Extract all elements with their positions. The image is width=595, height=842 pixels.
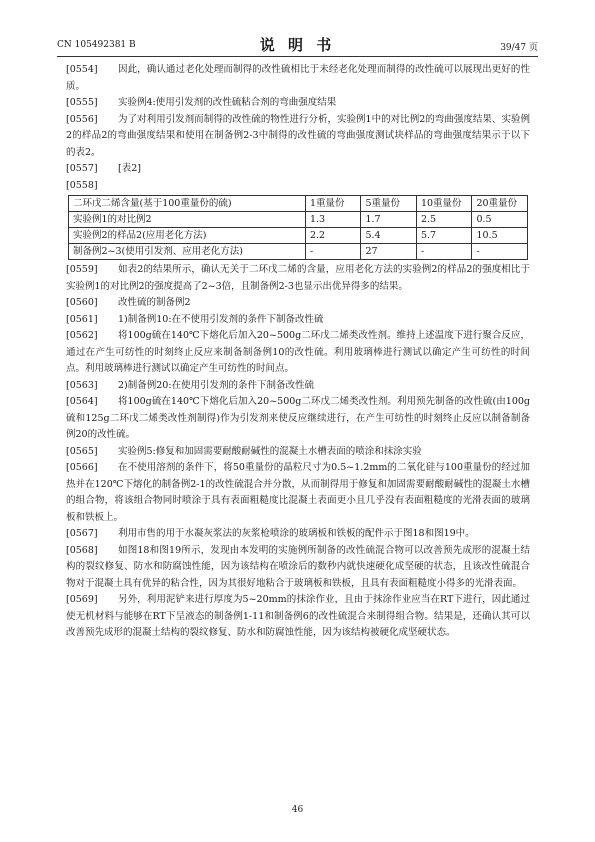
paragraph-text: 另外，利用泥铲来进行厚度为5~20mm的抹涂作业，且由于抹涂作业应当在RT下进行，因此通过使无机材料与能够在RT下呈液态的制备例1-11和制备例6的改性硫混合来制得组合物。结果是，还确认其可以改善预先成形的混凝土结构的裂纹修复、防水和防腐蚀性能，因为该结构被硬化成坚硬状态。 [66,594,530,638]
paragraph-text [66,178,530,195]
table-header-cell: 1重量份 [305,196,361,212]
paragraph [66,178,530,195]
table-cell: 实验例1的对比例2 [69,212,306,228]
paragraph-text: 利用市售的用于水凝灰浆法的灰浆枪喷涂的玻璃板和铁板的配件示于图18和图19中。 [118,528,475,539]
paragraph-text: 实验例4:使用引发剂的改性硫粘合剂的弯曲强度结果 [118,97,337,108]
paragraph [66,394,530,444]
table-cell: 5.7 [416,228,472,244]
paragraph-number: [0555] [66,97,98,108]
document-body [66,62,530,642]
table-cell: 2.2 [305,228,361,244]
paragraph [66,526,530,543]
table-header-cell: 10重量份 [416,196,472,212]
paragraph-number: [0568] [66,544,98,556]
paragraph-text: 1)制备例10:在不使用引发剂的条件下制备改性硫 [118,313,324,325]
paragraph-number: [0569] [66,594,98,605]
paragraph [66,262,530,295]
table-header-cell: 二环戊二烯含量(基于100重量份的硫) [69,196,306,212]
table-header-cell: 5重量份 [361,196,417,212]
table-cell: 2.5 [416,212,472,228]
paragraph-number: [0560] [66,297,98,308]
paragraph-text: 为了对利用引发剂而制得的改性硫的物性进行分析，实验例1中的对比例2的弯曲强度结果、实验例2的样品2的弯曲强度结果和使用在制备例2-3中制得的改性硫的弯曲强度测试块样品的弯曲强度结果示于以下的表2。 [66,113,530,158]
paragraph [66,592,530,642]
paragraph [66,62,530,95]
table-cell: 1.7 [361,212,417,228]
paragraph-group-a [66,62,530,194]
table-cell: - [472,244,528,260]
table-cell: - [416,244,472,260]
table-cell: 1.3 [305,212,361,228]
table-2 [68,195,528,260]
paragraph-text: 改性硫的制备例2 [118,297,191,308]
page-number: 46 [291,805,304,815]
paragraph-text: 在不使用溶剂的条件下，将50重量份的晶粒尺寸为0.5~1.2mm的二氧化硅与100重量份的经过加热并在120℃下熔化的制备例2-1的改性硫混合并分散，从而制得用于修复和加固需要耐酸耐碱性的混凝土水槽的组合物，将该组合物同时喷涂于具有表面粗糙度比混凝土表面更小且几乎没有表面粗糙度的光滑表面的玻璃板和铁板上。 [66,462,530,523]
paragraph [66,460,530,526]
paragraph-group-b [66,262,530,642]
paragraph-text: 将100g硫在140℃下熔化后加入20~500g二环戊二烯类改性剂。维持上述温度下进行聚合反应，通过在产生可纺性的时刻终止反应来制备制备例10的改性硫。利用玻璃棒进行测试以确定产生可纺性的时间点。利用玻璃棒进行测试以确定产生可纺性的时间点。 [66,330,530,374]
paragraph-number: [0563] [66,379,98,391]
paragraph-number: [0567] [66,528,98,539]
paragraph [66,312,530,329]
paragraph-text: 实验例5:修复和加固需要耐酸耐碱性的混凝土水槽表面的喷涂和抹涂实验 [118,445,422,457]
table-header-row [69,196,528,212]
paragraph-number: [0562] [66,330,98,341]
patent-number: CN 105492381 B [57,40,136,50]
paragraph-text: 如表2的结果所示，确认无关于二环戊二烯的含量，应用老化方法的实验例2的样品2的强度相比于实验例1的对比例2的强度提高了2~3倍，且制备例2-3也显示出优异得多的结果。 [66,264,530,292]
page-header [57,33,538,55]
paragraph-text: 如图18和图19所示，发现由本发明的实施例所制备的改性硫混合物可以改善预先成形的混凝土结构的裂纹修复、防水和防腐蚀性能，因为该结构在喷涂后的数秒内就快速硬化成坚硬的状态，且该改性硫混合物对于混凝土具有优异的粘合性，因为其很好地粘合于玻璃板和铁板，且具有表面粗糙度小得多的光滑表面。 [66,544,530,589]
paragraph [66,378,530,395]
paragraph-text: 将100g硫在140℃下熔化后加入20~500g二环戊二烯类改性剂。利用预先制备的改性硫(由100g硫和125g二环戊二烯类改性剂制得)作为引发剂来使反应继续进行，在产生可纺性的时刻终止反应以制备制备例20的改性硫。 [66,396,530,440]
paragraph-number: [0561] [66,313,98,325]
page-indicator: 39/47 页 [500,43,538,53]
paragraph-number: [0566] [66,462,98,473]
paragraph-text: [表2] [118,163,141,174]
table-cell: 5.4 [361,228,417,244]
paragraph-number: [0564] [66,396,98,407]
paragraph-number: [0554] [66,64,98,75]
table-cell: 10.5 [472,228,528,244]
paragraph-number: [0556] [66,113,98,125]
paragraph [66,543,530,593]
table-cell: 制备例2~3(使用引发剂、应用老化方法) [69,244,306,260]
paragraph-number: [0559] [66,264,98,275]
paragraph-text: 因此，确认通过老化处理而制得的改性硫相比于未经老化处理而制得的改性硫可以展现出更好的性质。 [66,64,530,92]
paragraph [66,112,530,162]
table-cell: 27 [361,244,417,260]
document-title: 说 明 书 [259,36,336,54]
paragraph-number: [0565] [66,445,98,457]
paragraph [66,328,530,378]
paragraph-number: [0557] [66,163,98,174]
table-header-cell: 20重量份 [472,196,528,212]
table-cell: 实验例2的样品2(应用老化方法) [69,228,306,244]
page-footer [0,805,595,815]
table-row [69,244,528,260]
paragraph [66,95,530,112]
table-row [69,212,528,228]
header-divider [57,56,538,57]
paragraph-text: 2)制备例20:在使用引发剂的条件下制备改性硫 [118,379,315,391]
table-cell: 0.5 [472,212,528,228]
paragraph [66,295,530,312]
paragraph [66,161,530,178]
table-row [69,228,528,244]
paragraph-number: [0558] [66,179,98,191]
table-cell: - [305,244,361,260]
paragraph [66,444,530,461]
